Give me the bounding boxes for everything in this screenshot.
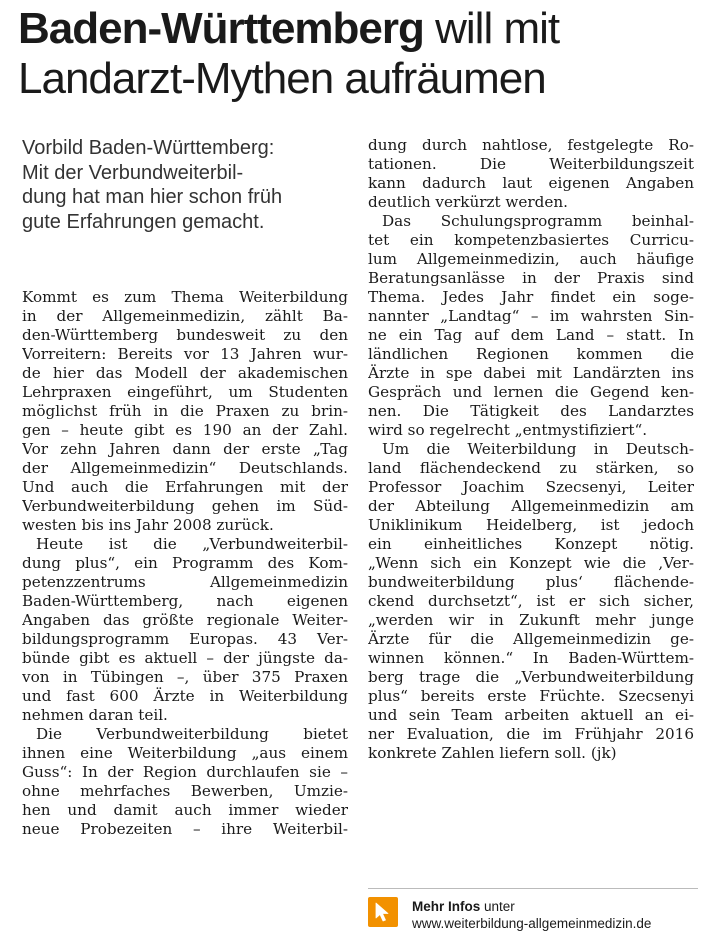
text-line: ohne mehrfaches Bewerben, Umzie- [22,782,348,800]
cursor-arrow-icon [368,897,398,927]
text-line: bundweiterbildung plus‘ flächende- [368,573,694,591]
more-info-text [412,898,651,932]
text-line: von in Tübingen –, über 375 Praxen [22,668,348,686]
text-line: deutlich verkürzt werden. [368,193,568,211]
text-line: kann dadurch laut eigenen Angaben [368,174,694,192]
text-line: nen. Die Tätigkeit des Landarztes [368,402,694,420]
text-line: de hier das Modell der akademischen [22,364,348,382]
more-info-label-rest: unter [480,899,515,914]
text-line: Lehrpraxen eingeführt, um Studenten [22,383,348,401]
text-line: westen bis ins Jahr 2008 zurück. [22,516,274,534]
lead-line: dung hat man hier schon früh [22,186,283,208]
text-line: Verbundweiterbildung gehen im Süd- [22,497,348,515]
text-line: ein einheitliches Konzept nötig. [368,535,694,553]
text-line: der Abteilung Allgemeinmedizin am [368,497,694,515]
text-line: Kommt es zum Thema Weiterbildung [22,288,348,306]
text-line: neue Probezeiten – ihre Weiterbil- [22,820,348,838]
text-line: und fast 600 Ärzte in Weiterbildung [22,687,348,705]
text-line: nehmen daran teil. [22,706,168,724]
text-line: tet ein kompetenzbasiertes Curricu- [368,231,694,249]
lead-line: Vorbild Baden-Württemberg: [22,137,275,159]
text-line: berg trage die „Verbundweiterbildung [368,668,694,686]
text-line: petenzzentrums Allgemeinmedizin [22,573,348,591]
text-line: Um die Weiterbildung in Deutsch- [382,440,694,458]
text-line: Thema. Jedes Jahr findet ein soge- [368,288,694,306]
text-line: Und auch die Erfahrungen mit der [22,478,348,496]
text-line: gen – heute gibt es 190 an der Zahl. [22,421,348,439]
text-line: ner Evaluation, die im Frühjahr 2016 [368,725,694,743]
lead-line: Mit der Verbundweiterbil- [22,161,244,184]
article-column-1 [22,288,348,839]
text-line: der Allgemeinmedizin“ Deutschlands. [22,459,348,477]
text-line: in der Allgemeinmedizin, zählt Ba- [22,307,348,325]
text-line: nannter „Landtag“ – im wahrsten Sin- [368,307,694,325]
text-line: Uniklinikum Heidelberg, ist jedoch [368,516,694,534]
lead-line: gute Erfahrungen gemacht. [22,210,265,233]
text-line: Beratungsanlässe in der Praxis sind [368,269,694,287]
text-line: Heute ist die „Verbundweiterbil- [36,535,348,553]
text-line: bünde gibt es aktuell – der jüngste da- [22,649,348,667]
text-line: ihnen eine Weiterbildung „aus einem [22,744,348,762]
text-line: tationen. Die Weiterbildungszeit [368,155,694,173]
text-line: dung plus“, ein Programm des Kom- [22,554,348,572]
text-line: plus“ bereits erste Früchte. Szecsenyi [368,687,694,705]
text-line: Angaben das größte regionale Weiter- [22,611,348,629]
text-line: Vorreitern: Bereits vor 13 Jahren wur- [22,345,348,363]
text-line: „Wenn sich ein Konzept wie die ‚Ver- [368,554,694,572]
text-line: Die Verbundweiterbildung bietet [36,725,348,743]
text-line: Vor zehn Jahren dann der erste „Tag [22,440,348,458]
text-line: Baden-Württemberg, nach eigenen [22,592,348,610]
text-line: ne ein Tag auf dem Land – statt. In [368,326,694,344]
headline-bold: Baden-Württemberg [18,4,424,53]
more-info-label: Mehr Infos [412,899,481,914]
text-line: Guss“: In der Region durchlaufen sie – [22,763,348,781]
text-line: Professor Joachim Szecsenyi, Leiter [368,478,694,496]
text-line: Ärzte für die Allgemeinmedizin ge- [368,630,694,648]
text-line: Ärzte in spe dabei mit Landärzten ins [368,364,694,382]
text-line: möglichst früh in die Praxen zu brin- [22,402,348,420]
headline-line2: Landarzt-Mythen aufräumen [18,54,546,103]
article-headline [18,4,708,104]
text-line: winnen können.“ In Baden-Württem- [368,649,694,667]
text-line: „werden wir in Zukunft mehr junge [368,611,694,629]
more-info-box [368,888,698,929]
headline-light: will mit [423,4,560,53]
article-lead [22,136,352,234]
article-column-2 [368,136,694,763]
text-line: ländlichen Regionen kommen die [368,345,694,363]
more-info-link[interactable]: www.weiterbildung-allgemeinmedizin.de [412,916,652,931]
text-line: wird so regelrecht „entmystifiziert“. [368,421,648,439]
text-line: Das Schulungsprogramm beinhal- [382,212,694,230]
text-line: konkrete Zahlen liefern soll. (jk) [368,744,617,762]
text-line: ckend durchsetzt“, ist er sich sicher, [368,592,694,610]
text-line: den-Württemberg bundesweit zu den [22,326,348,344]
text-line: Gespräch und lernen die Gegend ken- [368,383,694,401]
text-line: hen und damit auch immer wieder [22,801,348,819]
text-line: land flächendeckend zu stärken, so [368,459,694,477]
text-line: dung durch nahtlose, festgelegte Ro- [368,136,694,154]
text-line: bildungsprogramm Europas. 43 Ver- [22,630,348,648]
text-line: lum Allgemeinmedizin, auch häufige [368,250,694,268]
text-line: und sein Team arbeiten aktuell an ei- [368,706,694,724]
